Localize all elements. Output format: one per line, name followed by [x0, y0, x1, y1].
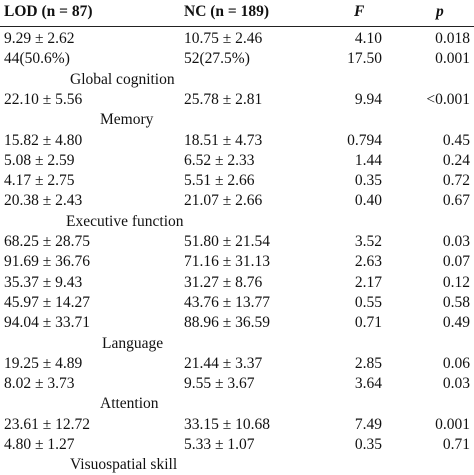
- cell-nc: 6.52 ± 2.33: [184, 151, 255, 169]
- cell-lod: 23.61 ± 12.72: [4, 415, 91, 433]
- section-label: Memory: [100, 111, 154, 129]
- cell-f: 7.49: [354, 415, 382, 433]
- cell-lod: 4.17 ± 2.75: [4, 172, 75, 190]
- header-nc: NC (n = 189): [184, 3, 270, 20]
- cell-p: 0.001: [435, 50, 470, 68]
- cell-f: 0.35: [354, 436, 382, 453]
- cell-f: 4.10: [354, 30, 382, 47]
- cell-nc: 51.80 ± 21.54: [184, 233, 271, 250]
- cell-lod: 9.29 ± 2.62: [4, 30, 75, 47]
- cell-p: 0.03: [442, 233, 470, 250]
- cell-p: 0.07: [442, 253, 470, 271]
- header-p: p: [436, 3, 444, 20]
- cell-nc: 5.51 ± 2.66: [184, 172, 255, 190]
- cell-f: 0.794: [347, 131, 382, 149]
- section-label: Language: [102, 334, 164, 352]
- cell-nc: 88.96 ± 36.59: [184, 314, 271, 332]
- cell-p: 0.24: [442, 151, 470, 169]
- cell-lod: 5.08 ± 2.59: [4, 151, 75, 169]
- cell-p: 0.001: [435, 415, 470, 433]
- cell-nc: 25.78 ± 2.81: [184, 90, 263, 108]
- cell-p: 0.03: [442, 375, 470, 393]
- cell-nc: 33.15 ± 10.68: [184, 415, 271, 433]
- cell-lod: 8.02 ± 3.73: [4, 375, 75, 393]
- cell-nc: 21.44 ± 3.37: [184, 354, 263, 372]
- cell-f: 3.64: [354, 375, 382, 393]
- cell-nc: 31.27 ± 8.76: [184, 273, 263, 291]
- cell-lod: 4.80 ± 1.27: [4, 436, 75, 453]
- cell-lod: 22.10 ± 5.56: [4, 90, 83, 108]
- cell-nc: 52(27.5%): [184, 50, 250, 68]
- cell-lod: 19.25 ± 4.89: [4, 354, 83, 372]
- cell-f: 17.50: [347, 50, 382, 68]
- cell-f: 3.52: [354, 233, 382, 250]
- header-f: F: [354, 3, 365, 20]
- cell-f: 0.40: [354, 192, 382, 210]
- cell-lod: 68.25 ± 28.75: [4, 233, 91, 250]
- cell-nc: 5.33 ± 1.07: [184, 436, 255, 453]
- cell-p: 0.12: [442, 273, 470, 291]
- cell-p: <0.001: [426, 90, 470, 108]
- cell-f: 0.55: [354, 293, 382, 311]
- cell-p: 0.45: [442, 131, 470, 149]
- cell-lod: 45.97 ± 14.27: [4, 293, 91, 311]
- cell-f: 0.71: [354, 314, 382, 332]
- section-label: Executive function: [66, 212, 184, 230]
- cell-f: 2.85: [354, 354, 382, 372]
- cell-nc: 18.51 ± 4.73: [184, 131, 263, 149]
- section-label: Attention: [100, 395, 159, 413]
- cell-lod: 20.38 ± 2.43: [4, 192, 83, 210]
- cell-p: 0.58: [442, 293, 470, 311]
- cell-lod: 15.82 ± 4.80: [4, 131, 83, 149]
- cell-f: 2.17: [354, 273, 382, 291]
- cell-nc: 71.16 ± 31.13: [184, 253, 271, 271]
- cell-p: 0.49: [442, 314, 470, 332]
- cell-f: 0.35: [354, 172, 382, 190]
- cell-p: 0.06: [442, 354, 470, 372]
- cell-nc: 43.76 ± 13.77: [184, 293, 271, 311]
- cell-p: 0.72: [442, 172, 470, 190]
- cell-lod: 44(50.6%): [4, 50, 70, 68]
- section-label: Visuospatial skill: [70, 456, 178, 474]
- cell-nc: 10.75 ± 2.46: [184, 30, 263, 47]
- cell-nc: 21.07 ± 2.66: [184, 192, 263, 210]
- cell-p: 0.71: [442, 436, 470, 453]
- cell-p: 0.67: [442, 192, 470, 210]
- header-rule: [0, 26, 474, 27]
- cell-p: 0.018: [435, 30, 470, 47]
- cell-f: 9.94: [354, 90, 382, 108]
- cell-lod: 35.37 ± 9.43: [4, 273, 83, 291]
- cell-nc: 9.55 ± 3.67: [184, 375, 255, 393]
- cell-lod: 91.69 ± 36.76: [4, 253, 91, 271]
- header-lod: LOD (n = 87): [4, 3, 93, 20]
- cell-f: 1.44: [354, 151, 382, 169]
- section-label: Global cognition: [70, 70, 175, 88]
- cell-f: 2.63: [354, 253, 382, 271]
- cell-lod: 94.04 ± 33.71: [4, 314, 91, 332]
